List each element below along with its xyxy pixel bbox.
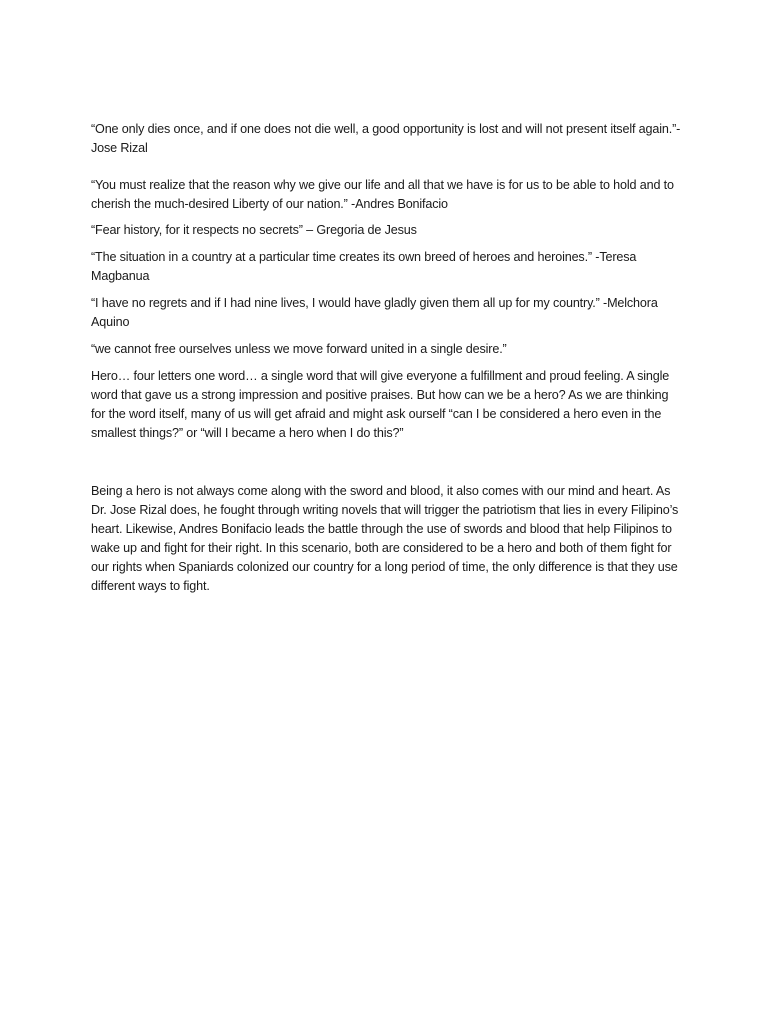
quote-united-desire: “we cannot free ourselves unless we move forward united in a single desire.”: [91, 342, 507, 356]
document-content: [91, 120, 681, 596]
quote-andres-bonifacio: “You must realize that the reason why we give our life and all that we have is for us to be able to hold and to cherish the much-desired Liberty of our nation.” -Andres Bonifacio: [91, 178, 674, 211]
body-paragraph-being-a-hero: Being a hero is not always come along with the sword and blood, it also comes with our mind and heart. As Dr. Jose Rizal does, he fought through writing novels that will trigger the patriotism that lies in every Filipino’s heart. Likewise, Andres Bonifacio leads the battle through the use of swords and blood that help Filipinos to wake up and fight for their right. In this scenario, both are considered to be a hero and both of them fight for our rights when Spaniards colonized our country for a long period of time, the only difference is that they use different ways to fight.: [91, 484, 679, 593]
quote-jose-rizal: “One only dies once, and if one does not die well, a good opportunity is lost and will not present itself again.”- Jose Rizal: [91, 122, 681, 155]
body-paragraph-hero-definition: Hero… four letters one word… a single word that will give everyone a fulfillment and proud feeling. A single word that gave us a strong impression and positive praises. But how can we be a hero? As we are thinking for the word itself, many of us will get afraid and might ask ourself “can I be considered a hero even in the smallest things?” or “will I became a hero when I do this?”: [91, 369, 670, 440]
quote-teresa-magbanua: “The situation in a country at a particular time creates its own breed of heroes and heroines.” -Teresa Magbanua: [91, 250, 637, 283]
quote-melchora-aquino: “I have no regrets and if I had nine lives, I would have gladly given them all up for my country.” -Melchora Aquino: [91, 296, 658, 329]
quote-gregoria-de-jesus: “Fear history, for it respects no secrets” – Gregoria de Jesus: [91, 223, 417, 237]
